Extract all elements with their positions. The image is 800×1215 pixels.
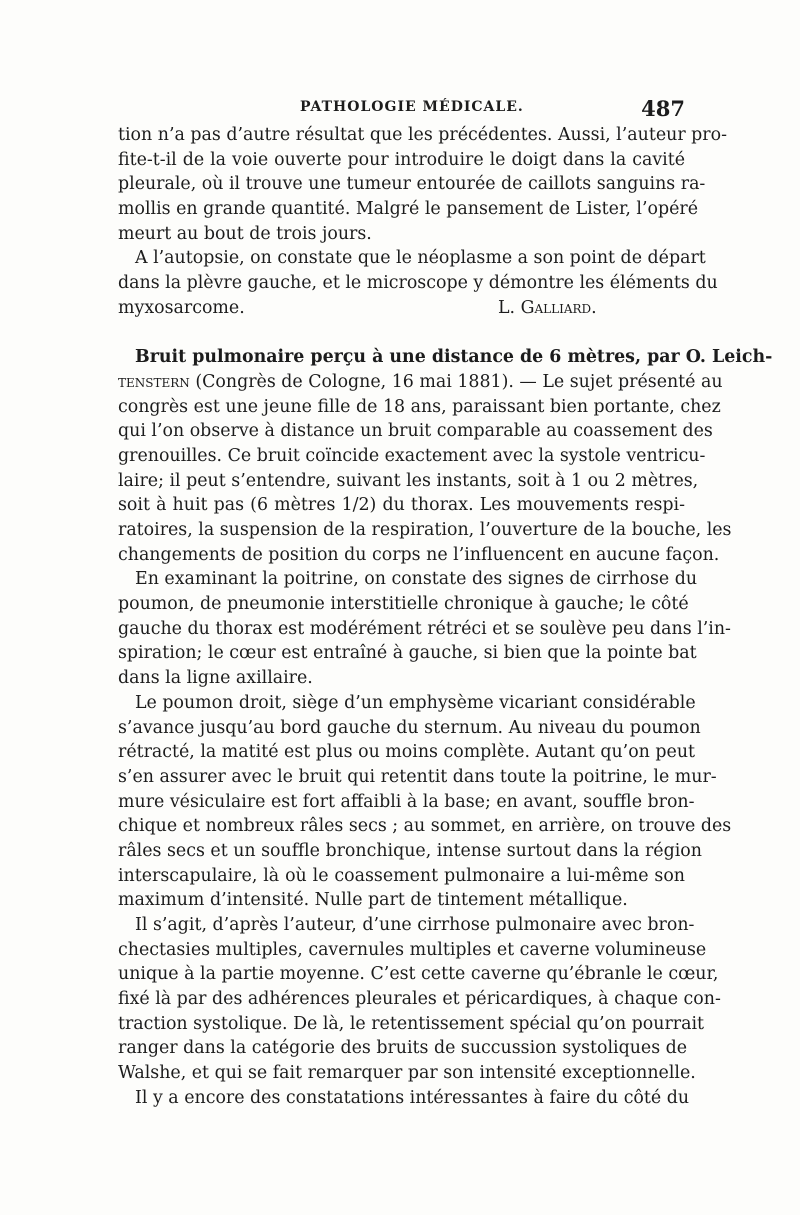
page-header [118, 96, 685, 126]
text-line: grenouilles. Ce bruit coïncide exactement avec la systole ventricu- [118, 445, 706, 466]
text-line: changements de position du corps ne l’influencent en aucune façon. [118, 544, 720, 565]
author-signature: L. Galliard. [498, 297, 597, 318]
text-line: maximum d’intensité. Nulle part de tintement métallique. [118, 890, 628, 911]
text-line: pleurale, où il trouve une tumeur entourée de caillots sanguins ra- [118, 174, 706, 195]
text-line [118, 370, 723, 395]
text-line: fite-t-il de la voie ouverte pour introduire le doigt dans la cavité [118, 149, 685, 170]
text-line: Le poumon droit, siège d’un emphysème vicariant considérable [135, 692, 696, 713]
text-line: traction systolique. De là, le retentissement spécial qu’on pourrait [118, 1013, 705, 1034]
text-line: A l’autopsie, on constate que le néoplasme a son point de départ [135, 248, 706, 269]
text-line: Il s’agit, d’après l’auteur, d’une cirrhose pulmonaire avec bron- [135, 915, 695, 935]
text-line: laire; il peut s’entendre, suivant les instants, soit à 1 ou 2 mètres, [118, 470, 699, 491]
text-line: meurt au bout de trois jours. [118, 223, 372, 244]
text-fragment: (Congrès de Cologne, 16 mai 1881). — Le sujet présenté au [189, 371, 723, 392]
text-line: râles secs et un souffle bronchique, intense surtout dans la région [118, 840, 702, 861]
text-line [118, 296, 685, 321]
text-line: tion n’a pas d’autre résultat que les précédentes. Aussi, l’auteur pro- [118, 125, 727, 145]
section-gap [118, 321, 685, 346]
text-line: chectasies multiples, cavernules multiples et caverne volumineuse [118, 939, 707, 960]
text-line: mure vésiculaire est fort affaibli à la base; en avant, souffle bron- [118, 791, 695, 812]
text-line: mollis en grande quantité. Malgré le pansement de Lister, l’opéré [118, 199, 698, 220]
text-line: s’avance jusqu’au bord gauche du sternum. Au niveau du poumon [118, 717, 701, 738]
article-heading: Bruit pulmonaire perçu à une distance de 6 mètres, par O. Leich- [135, 347, 773, 368]
text-line: spiration; le cœur est entraîné à gauche, si bien que la pointe bat [118, 643, 697, 664]
text-line: ratoires, la suspension de la respiration, l’ouverture de la bouche, les [118, 520, 732, 540]
text-line: Walshe, et qui se fait remarquer par son intensité exceptionnelle. [118, 1063, 696, 1084]
text-line: ranger dans la catégorie des bruits de succussion systoliques de [118, 1038, 688, 1059]
text-line: En examinant la poitrine, on constate des signes de cirrhose du [135, 569, 698, 590]
text-line: dans la ligne axillaire. [118, 668, 313, 689]
text-line: fixé là par des adhérences pleurales et péricardiques, à chaque con- [118, 989, 721, 1010]
text-line: s’en assurer avec le bruit qui retentit dans toute la poitrine, le mur- [118, 766, 717, 787]
author-name: tenstern [118, 371, 190, 392]
text-fragment: myxosarcome. [118, 297, 245, 318]
text-line: chique et nombreux râles secs ; au sommet, en arrière, on trouve des [118, 816, 732, 837]
text-line: dans la plèvre gauche, et le microscope y démontre les éléments du [118, 273, 718, 294]
text-line: qui l’on observe à distance un bruit comparable au coassement des [118, 421, 713, 442]
text-line: Il y a encore des constatations intéressantes à faire du côté du [135, 1087, 690, 1108]
text-line: poumon, de pneumonie interstitielle chronique à gauche; le côté [118, 594, 689, 615]
running-title: PATHOLOGIE MÉDICALE. [300, 99, 524, 115]
body-text [118, 123, 773, 1111]
text-line: unique à la partie moyenne. C’est cette caverne qu’ébranle le cœur, [118, 964, 719, 985]
text-line: congrès est une jeune fille de 18 ans, paraissant bien portante, chez [118, 396, 721, 417]
text-line: gauche du thorax est modérément rétréci et se soulève peu dans l’in- [118, 618, 731, 639]
text-line: rétracté, la matité est plus ou moins complète. Autant qu’on peut [118, 742, 696, 763]
text-line: soit à huit pas (6 mètres 1/2) du thorax. Les mouvements respi- [118, 495, 685, 516]
page-number: 487 [641, 96, 685, 121]
text-line: interscapulaire, là où le coassement pulmonaire a lui-même son [118, 865, 685, 886]
